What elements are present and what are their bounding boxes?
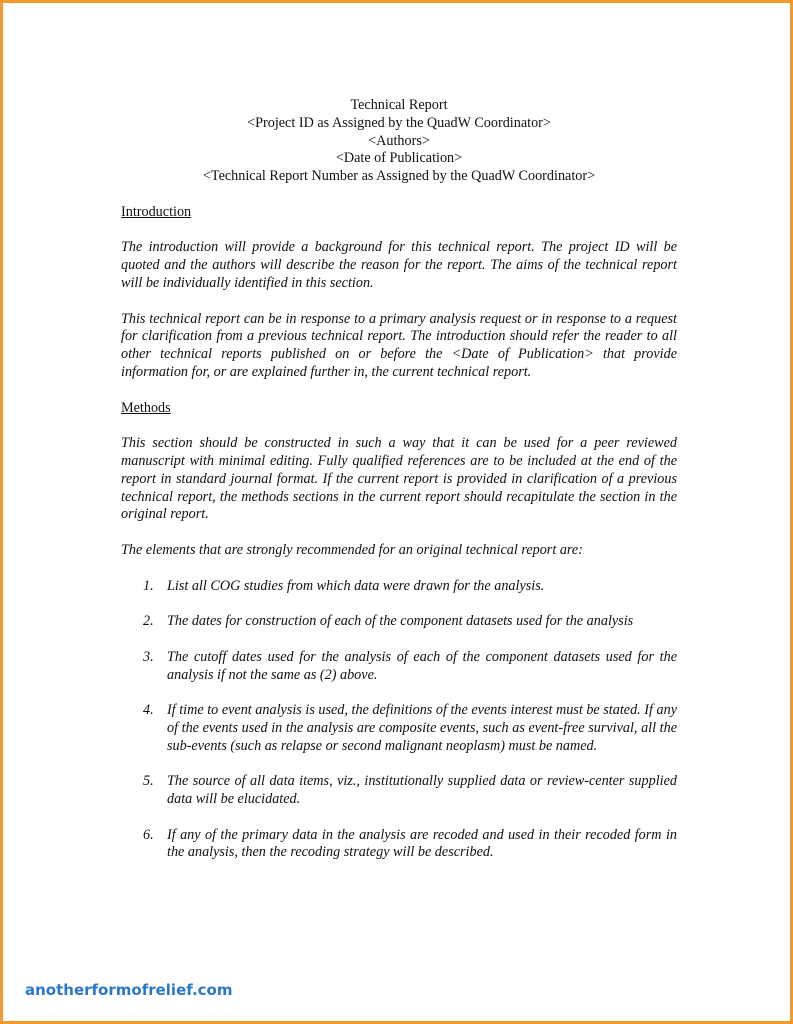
project-id-line: <Project ID as Assigned by the QuadW Coordinator> <box>247 114 551 131</box>
list-item-text: List all COG studies from which data were drawn for the analysis. <box>167 577 545 594</box>
list-number: 1. <box>143 577 154 594</box>
list-item <box>121 649 677 685</box>
list-number: 5. <box>143 773 154 790</box>
list-item-text: If any of the primary data in the analysis are recoded and used in their recoded form in the analysis, then the recoding strategy will be described. <box>167 826 677 861</box>
report-number-line: <Technical Report Number as Assigned by the QuadW Coordinator> <box>202 168 596 185</box>
watermark-link[interactable]: anotherformofrelief.com <box>25 981 233 999</box>
introduction-heading: Introduction <box>121 203 192 220</box>
date-line: <Date of Publication> <box>335 150 463 167</box>
list-item <box>121 827 677 863</box>
list-item-text: The cutoff dates used for the analysis of each of the component datasets used for the analysis if not the same as (2) above. <box>167 648 677 683</box>
introduction-paragraph: The introduction will provide a background for this technical report. The project ID will be quoted and the authors will describe the reason for the report. The aims of the technical report will be individually identified in this section. <box>121 239 677 291</box>
report-title: Technical Report <box>350 97 448 113</box>
recommended-elements-list <box>121 578 677 863</box>
introduction-paragraph: This technical report can be in response to a primary analysis request or in response to a request for clarification from a previous technical report. The introduction should refer the reader to all other technical reports published on or before the <Date of Publication> that provide information for, or are explained further in, the current technical report. <box>121 310 677 380</box>
report-title-block <box>121 97 677 186</box>
list-item <box>121 702 677 755</box>
list-item <box>121 613 677 631</box>
list-number: 3. <box>143 648 154 665</box>
list-item-text: The source of all data items, viz., institutionally supplied data or review-center supplied data will be elucidated. <box>167 773 677 808</box>
list-item <box>121 773 677 809</box>
document-body <box>121 97 677 862</box>
list-number: 4. <box>143 702 154 719</box>
list-item-text: If time to event analysis is used, the definitions of the events interest must be stated. If any of the events used in the analysis are composite events, such as event-free survival, all the sub-events (such as relapse or second malignant neoplasm) must be named. <box>167 702 677 754</box>
list-item-text: The dates for construction of each of the component datasets used for the analysis <box>167 613 634 630</box>
methods-heading: Methods <box>121 399 171 416</box>
methods-paragraph: This section should be constructed in such a way that it can be used for a peer reviewed manuscript with minimal editing. Fully qualified references are to be included at the end of the report in standard journal format. If the current report is provided in clarification of a previous technical report, the methods sections in the current report should recapitulate the section in the original report. <box>121 435 677 523</box>
authors-line: <Authors> <box>368 132 430 149</box>
list-number: 6. <box>143 826 154 843</box>
list-item <box>121 578 677 596</box>
methods-paragraph: The elements that are strongly recommended for an original technical report are: <box>121 541 583 558</box>
list-number: 2. <box>143 613 154 630</box>
